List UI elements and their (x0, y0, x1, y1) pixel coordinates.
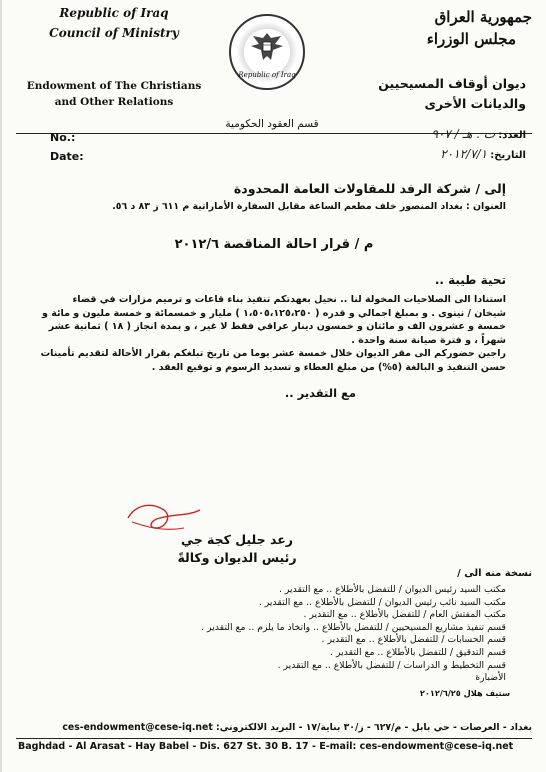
ar-date-value: ٢٠١٢/٧/١ (440, 147, 488, 161)
header-ar-relations: والديانات الأخرى (424, 96, 526, 111)
ar-no-label: العدد: (498, 130, 526, 141)
footer-divider (16, 738, 532, 739)
ar-date-label: التاريخ: (490, 150, 526, 161)
cc-item: الأضبارة (475, 672, 506, 684)
cc-list (186, 584, 506, 685)
ar-ref-date (346, 147, 526, 161)
cc-heading: نسخة منه الى / (457, 568, 532, 579)
letter-body (38, 293, 506, 375)
header-ar-council: مجلس الوزراء (426, 30, 516, 48)
typist-note: ستيف هلال ٢٠١٢/٦/٢٥ (419, 688, 510, 698)
date-label: Date: (50, 150, 84, 163)
header-en-council: Council of Ministry (49, 26, 179, 40)
header-ar-republic: جمهورية العراق (434, 8, 532, 26)
header-en-republic: Republic of Iraq (59, 6, 169, 20)
body-paragraph-request: راجين حضوركم الى مقر الديوان خلال خمسة عشر يوما من تاريخ تبلغكم بقرار الأحالة لتقديم تأمينات حسن التنفيذ و البالغة (٥%) من مبلغ العطاء و تسديد الرسوم و توقيع العقد . (40, 348, 506, 373)
recipient-address: العنوان : بغداد المنصور خلف مطعم الساعة مقابل السفارة الأماراتية م ٦١١ ز ٨٣ د ٥٦. (112, 201, 506, 212)
footer-ar-address: بغداد - العرصات - حي بابل - م/٦٢٧ - ز/٣٠ بناية/١٧ - البريد الالكتروني: ces-endowment@cese-iq.net (62, 722, 532, 733)
header-ar-endowment: ديوان أوقاف المسيحيين (378, 76, 526, 91)
subject-line: م / قرار احالة المناقصة ٢٠١٢/٦ (174, 237, 374, 252)
cc-item: قسم الحسابات / للتفضل بالأطلاع .. مع التقدير . (321, 634, 506, 646)
cc-item: قسم التخطيط و الدراسات / للتفضل بالأطلاع .. مع التقدير . (277, 659, 506, 671)
signatory-name: رعد جليل كجة جي (181, 532, 293, 547)
footer-en-address: Baghdad - Al Arasat - Hay Babel - Dis. 627 St. 30 B. 17 - E-mail: ces-endowment@cese-iq.net (18, 741, 514, 752)
header-en-endowment: Endowment of The Christians (26, 80, 202, 92)
eagle-emblem-icon (247, 30, 287, 64)
closing: مع التقدير .. (284, 386, 356, 400)
recipient-to: إلى / شركة الرفد للمقاولات العامة المحدودة (233, 181, 506, 196)
department-label: قسم العقود الحكومية (225, 118, 319, 130)
cc-item: مكتب السيد رئيس الديوان / للتفضل بالأطلاع .. مع التقدير . (278, 584, 506, 595)
greeting: تحية طيبة .. (434, 273, 506, 287)
cc-item: مكتب المفتش العام / للتفضل بالأطلاع .. مع التقدير . (303, 609, 506, 621)
iraq-seal (229, 14, 305, 90)
no-label: No.: (50, 131, 76, 144)
header-en-relations: and Other Relations (54, 96, 174, 108)
body-paragraph-award: استنادا الى الصلاحيات المخولة لنا .. نحيل بعهدتكم تنفيذ بناء قاعات و ترميم مزارات في قضاء شيخان / نينوى . و بمبلغ اجمالي و قدره ( ١،٥٠٥،١٢٥،٢٥٠ ) مليار و خمسمائة و خمسة مليون و مائة و خمسة و عشرون الف و مائتان و خمسون دينار عراقي فقط لا غير ، و بمدة انجاز ( ١٨ ) ثمانية عشر شهراً ، و فترة صيانة سنة واحدة . (41, 294, 506, 346)
seal-caption: Republic of Iraq (238, 71, 296, 79)
cc-item: مكتب السيد نائب رئيس الديوان / للتفضل بالأطلاع .. مع التقدير . (258, 596, 506, 608)
ar-no-value: ت . هـ / ٩٠٧ (431, 127, 496, 141)
cc-item: قسم التدقيق / للتفضل بالأطلاع .. مع التقدير . (330, 646, 506, 658)
ar-ref-number (346, 127, 526, 141)
signatory-title: رئيس الديوان وكالةً (177, 550, 297, 565)
cc-item: قسم تنفيذ مشاريع المسيحيين / للتفضل بالأطلاع .. واتخاذ ما يلزم .. مع التقدير . (201, 621, 506, 633)
